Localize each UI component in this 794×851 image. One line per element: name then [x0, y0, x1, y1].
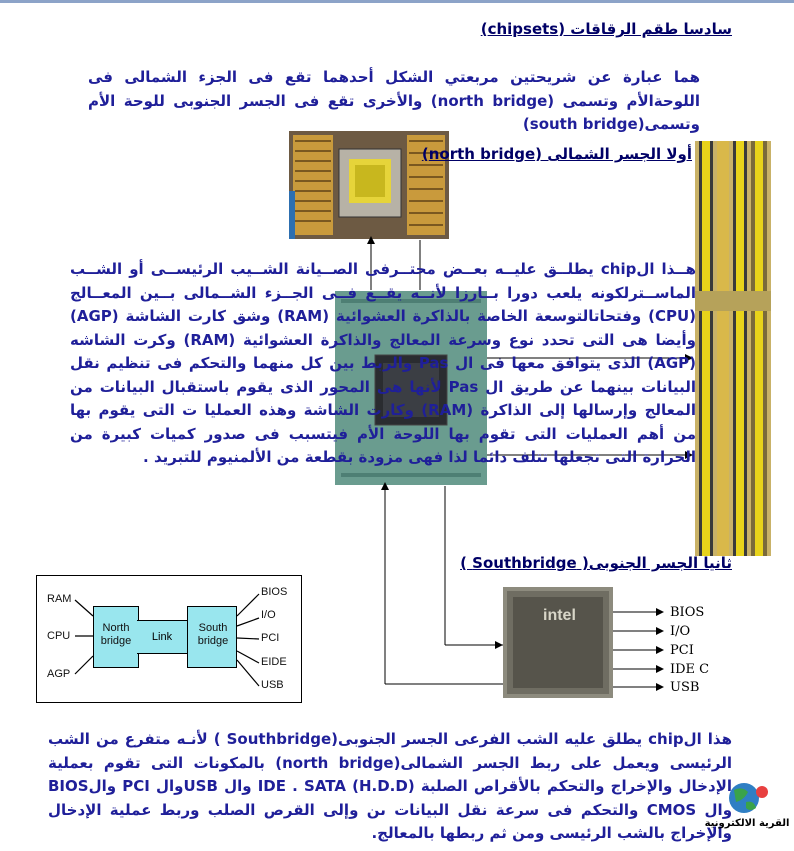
block-label-agp: AGP — [47, 668, 71, 680]
block-label-bios: BIOS — [261, 586, 288, 598]
block-label-pci: PCI — [261, 632, 280, 644]
watermark-logo — [700, 780, 794, 840]
block-label-eide: EIDE — [261, 656, 287, 668]
chip-label-bios: BIOS — [670, 605, 705, 620]
block-label-ram: RAM — [47, 593, 72, 605]
intro-paragraph: هما عبارة عن شريحتين مربعتي الشكل أحدهما تقع فى الجزء الشمالى فى اللوحةالأم وتسمى (north bridge) والأخرى تقع فى الجسر الجنوبى للوحة الأم وتسمى(south bridge) — [88, 68, 700, 133]
south-bridge-paragraph: هذا الchip يطلق عليه الشب الفرعى الجسر الجنوبى(Southbridge ) لأنـه متفرع من الشب الرئيسى ويعمل على ربط الجسر الشمالى(north bridge) بالمكونات التى تقوم بعملية الإدخال والإخراج والتحكم بالأقراص الصلبة IDE . SATA (H.D.D) وال USBوال PCI والBIOS وال CMOS والتحكم فى سرعة نقل البيانات ىن وإلى القرص الصلب وربط عملية الإدخال والإخراج بالشب الرئيسى ومن ثم ربطها بالمعالج. — [48, 730, 733, 842]
section-heading: سادسا طقم الرقاقات (chipsets) — [480, 20, 732, 38]
north-bridge-paragraph: هــذا الchip يطلــق عليــه بعــض محتــرفى الصــيانة الشــيب الرئيســى أو الشــب الماســترلكونه يلعب دورا بــارزا لأنــه يقــع فــى الجــزء الشــمالى بــين المعــالج (CPU) وفتحاتالتوسعة الخاصة بالذاكرة العشوائية (RAM) وشق كارت الشاشة (AGP) وأيضا هى التى تحدد نوع وسرعة المعالج والذاكرة العشوائية (RAM) وكرت الشاشه (AGP) الذى يتوافق معها فى ال Pas والربط بين كل منهما والتحكم فى تنظيم نقل البيانات بينهما عن طريق ال Pas لأنها هى المحور الذى يقوم باستقبال البيانات من المعالج وإرسالها إلى الذاكرة (RAM) وكارت الشاشة وهذه العمليا ت التى يقوم بها من أهم العمليات التى تقوم بها اللوحة الأم فيتسبب فى صدور كميات كبيرة من الحرارة التى تجعلها تتلف دائما لذا فهى مزودة بقطعة من الألمنيوم للتبريد . — [70, 260, 696, 466]
link-node: Link — [137, 620, 187, 654]
north-bridge-node-label: North bridge — [100, 622, 132, 647]
chip-label-usb: USB — [670, 680, 700, 695]
block-label-cpu: CPU — [47, 630, 71, 642]
intel-logo: intel — [543, 607, 576, 624]
block-label-usb: USB — [261, 679, 284, 691]
north-bridge-title: أولا الجسر الشمالى (north bridge) — [421, 145, 692, 163]
watermark-text: القرية الالكترونية — [704, 818, 790, 829]
chip-label-io: I/O — [670, 624, 691, 639]
globe-icon — [722, 780, 772, 816]
chip-label-pci: PCI — [670, 643, 694, 658]
south-bridge-node-label: South bridge — [197, 622, 229, 647]
chip-label-idec: IDE C — [670, 662, 710, 677]
southbridge-chip-photo — [503, 587, 613, 698]
south-bridge-title: ثانيا الجسر الجنوبى( Southbridge ) — [460, 554, 732, 572]
block-diagram — [36, 575, 302, 703]
block-label-io: I/O — [261, 609, 276, 621]
